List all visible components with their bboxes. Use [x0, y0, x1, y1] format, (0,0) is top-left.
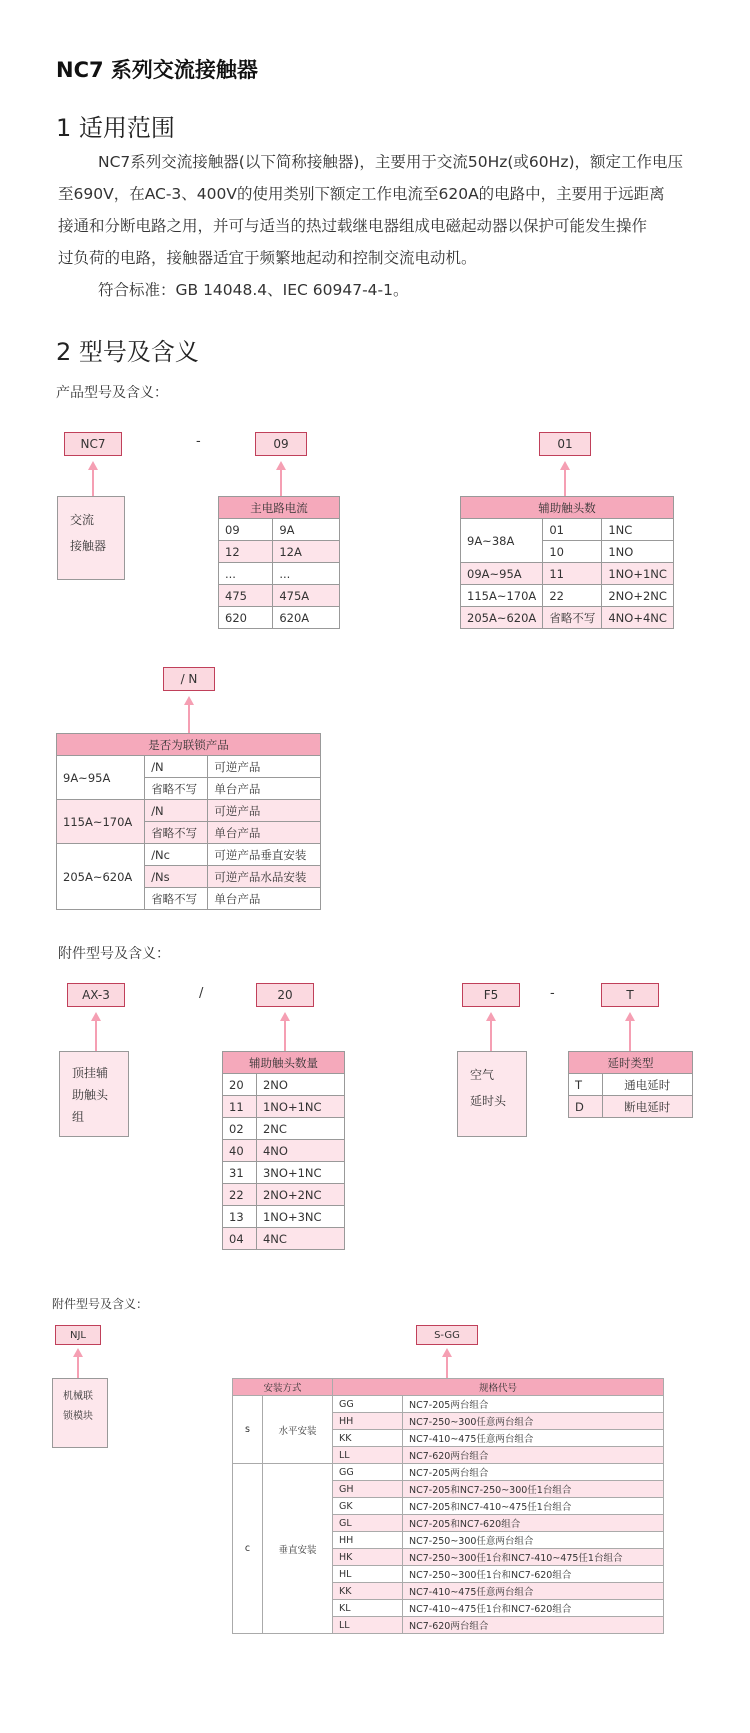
table-cell: 单台产品 [208, 888, 321, 910]
table-cell: 2NC [256, 1118, 344, 1140]
table-cell: 1NO+1NC [602, 563, 674, 585]
table-cell: 11 [543, 563, 602, 585]
table-cell: GL [333, 1515, 403, 1532]
para-line: 过负荷的电路，接触器适宜于频繁地起动和控制交流电动机。 [58, 249, 477, 267]
connector-line [564, 466, 566, 496]
table-cell: NC7-250~300任1台和NC7-620组合 [403, 1566, 664, 1583]
table-cell: GG [333, 1396, 403, 1413]
delay-type-table [568, 1051, 693, 1118]
table-cell: 22 [543, 585, 602, 607]
table-cell: NC7-205和NC7-250~300任1台组合 [403, 1481, 664, 1498]
table-cell: NC7-205和NC7-410~475任1台组合 [403, 1498, 664, 1515]
table-cell: 垂直安装 [263, 1464, 333, 1634]
desc-line: 顶挂辅 [72, 1066, 109, 1080]
aux-contacts-table [460, 496, 674, 629]
table-cell: 水平安装 [263, 1396, 333, 1464]
table-header: 主电路电流 [219, 497, 340, 519]
code-box-t: T [601, 983, 659, 1007]
arrow-up-icon [276, 461, 286, 470]
table-cell: HH [333, 1413, 403, 1430]
accessory-model-label-2: 附件型号及含义： [52, 1297, 149, 1311]
desc-box-f5 [457, 1051, 527, 1137]
table-cell: NC7-410~475任意两台组合 [403, 1430, 664, 1447]
table-cell: NC7-205和NC7-620组合 [403, 1515, 664, 1532]
table-cell: 12 [219, 541, 273, 563]
table-cell: HL [333, 1566, 403, 1583]
accessory-model-label: 附件型号及含义： [58, 946, 170, 962]
table-cell: NC7-250~300任1台和NC7-410~475任1台组合 [403, 1549, 664, 1566]
table-cell: 115A~170A [461, 585, 543, 607]
table-header: 是否为联锁产品 [57, 734, 321, 756]
arrow-up-icon [625, 1012, 635, 1021]
table-cell: HH [333, 1532, 403, 1549]
table-cell: 可逆产品垂直安装 [208, 844, 321, 866]
code-box-nc7: NC7 [64, 432, 122, 456]
table-cell: ... [273, 563, 340, 585]
table-cell: /Nc [145, 844, 208, 866]
desc-line: 助触头 [72, 1088, 109, 1102]
code-box-f5: F5 [462, 983, 520, 1007]
table-cell: GG [333, 1464, 403, 1481]
table-cell: 单台产品 [208, 778, 321, 800]
table-cell: 620 [219, 607, 273, 629]
desc-box-ax3 [59, 1051, 129, 1137]
table-cell: 2NO+2NC [602, 585, 674, 607]
table-cell: NC7-205两台组合 [403, 1464, 664, 1481]
desc-line: 延时头 [470, 1094, 507, 1108]
table-cell: c [233, 1464, 263, 1634]
table-cell: ... [219, 563, 273, 585]
table-cell: 省略不写 [145, 888, 208, 910]
arrow-up-icon [91, 1012, 101, 1021]
arrow-up-icon [88, 461, 98, 470]
connector-line [280, 466, 282, 496]
table-cell: 12A [273, 541, 340, 563]
table-cell: NC7-205两台组合 [403, 1396, 664, 1413]
arrow-up-icon [73, 1348, 83, 1357]
arrow-up-icon [280, 1012, 290, 1021]
desc-line: 接触器 [70, 539, 107, 553]
table-cell: 9A~38A [461, 519, 543, 563]
desc-box-nc7 [57, 496, 125, 580]
section-2-heading: 2 型号及含义 [56, 338, 199, 366]
desc-line: 组 [72, 1110, 85, 1124]
code-box-n: / N [163, 667, 215, 691]
table-cell: KK [333, 1430, 403, 1447]
para-line: NC7系列交流接触器(以下简称接触器)，主要用于交流50Hz(或60Hz)，额定工作电压 [98, 153, 683, 171]
arrow-up-icon [442, 1348, 452, 1357]
table-cell: 可逆产品 [208, 800, 321, 822]
section-1-paragraph [58, 146, 708, 306]
table-cell: 13 [223, 1206, 257, 1228]
table-cell: 11 [223, 1096, 257, 1118]
desc-line: 交流 [70, 513, 95, 527]
table-cell: 2NO [256, 1074, 344, 1096]
table-cell: NC7-620两台组合 [403, 1617, 664, 1634]
separator-slash: / [199, 986, 204, 1001]
table-cell: 205A~620A [461, 607, 543, 629]
spec-code-table [232, 1378, 664, 1634]
table-header: 延时类型 [569, 1052, 693, 1074]
table-cell: 20 [223, 1074, 257, 1096]
table-cell: 1NO [602, 541, 674, 563]
desc-box-njl [52, 1378, 108, 1448]
connector-line [629, 1017, 631, 1051]
page-title: NC7 系列交流接触器 [56, 58, 258, 82]
table-cell: LL [333, 1617, 403, 1634]
table-cell: 10 [543, 541, 602, 563]
table-cell: /N [145, 756, 208, 778]
table-cell: 1NO+3NC [256, 1206, 344, 1228]
connector-line [284, 1017, 286, 1051]
para-line: 接通和分断电路之用，并可与适当的热过载继电器组成电磁起动器以保护可能发生操作 [58, 217, 648, 235]
para-line: 至690V，在AC-3、400V的使用类别下额定工作电流至620A的电路中，主要用于远距离 [58, 185, 665, 203]
connector-line [95, 1017, 97, 1051]
table-cell: 省略不写 [145, 822, 208, 844]
table-cell: 620A [273, 607, 340, 629]
table-cell: 省略不写 [145, 778, 208, 800]
table-header: 辅助触头数 [461, 497, 674, 519]
code-box-sgg: S-GG [416, 1325, 478, 1345]
code-box-20: 20 [256, 983, 314, 1007]
product-model-label: 产品型号及含义： [56, 385, 168, 401]
table-cell: 单台产品 [208, 822, 321, 844]
table-cell: 1NO+1NC [256, 1096, 344, 1118]
table-cell: 断电延时 [602, 1096, 692, 1118]
separator-dash: - [550, 986, 555, 1001]
arrow-up-icon [486, 1012, 496, 1021]
table-cell: T [569, 1074, 603, 1096]
main-current-table [218, 496, 340, 629]
table-cell: 09A~95A [461, 563, 543, 585]
aux-quantity-table [222, 1051, 345, 1250]
table-cell: 9A~95A [57, 756, 145, 800]
arrow-up-icon [184, 696, 194, 705]
table-cell: LL [333, 1447, 403, 1464]
table-cell: 205A~620A [57, 844, 145, 910]
table-cell: 可逆产品 [208, 756, 321, 778]
standards-line: 符合标准：GB 14048.4、IEC 60947-4-1。 [98, 281, 409, 299]
table-cell: 3NO+1NC [256, 1162, 344, 1184]
connector-line [490, 1017, 492, 1051]
table-cell: 31 [223, 1162, 257, 1184]
table-cell: 115A~170A [57, 800, 145, 844]
desc-line: 机械联 [63, 1391, 93, 1402]
table-cell: 02 [223, 1118, 257, 1140]
table-cell: 通电延时 [602, 1074, 692, 1096]
table-cell: D [569, 1096, 603, 1118]
table-cell: 01 [543, 519, 602, 541]
connector-line [92, 466, 94, 496]
code-box-ax3: AX-3 [67, 983, 125, 1007]
table-header: 辅助触头数量 [223, 1052, 345, 1074]
table-cell: 475A [273, 585, 340, 607]
table-cell: NC7-250~300任意两台组合 [403, 1532, 664, 1549]
code-box-njl: NJL [55, 1325, 101, 1345]
connector-line [188, 701, 190, 733]
table-cell: NC7-410~475任1台和NC7-620组合 [403, 1600, 664, 1617]
table-cell: NC7-410~475任意两台组合 [403, 1583, 664, 1600]
table-cell: 省略不写 [543, 607, 602, 629]
table-cell: 可逆产品水品安装 [208, 866, 321, 888]
desc-line: 空气 [470, 1068, 495, 1082]
table-cell: /N [145, 800, 208, 822]
table-cell: 4NC [256, 1228, 344, 1250]
table-cell: GH [333, 1481, 403, 1498]
table-cell: HK [333, 1549, 403, 1566]
interlock-table [56, 733, 321, 910]
table-header: 安装方式 [233, 1379, 333, 1396]
table-header: 规格代号 [333, 1379, 664, 1396]
table-cell: GK [333, 1498, 403, 1515]
table-cell: /Ns [145, 866, 208, 888]
separator-dash: - [196, 434, 201, 449]
table-cell: 4NO [256, 1140, 344, 1162]
arrow-up-icon [560, 461, 570, 470]
section-1-heading: 1 适用范围 [56, 114, 175, 142]
table-cell: 475 [219, 585, 273, 607]
table-cell: s [233, 1396, 263, 1464]
table-cell: 9A [273, 519, 340, 541]
table-cell: NC7-620两台组合 [403, 1447, 664, 1464]
code-box-01: 01 [539, 432, 591, 456]
table-cell: 4NO+4NC [602, 607, 674, 629]
table-cell: KK [333, 1583, 403, 1600]
table-cell: 22 [223, 1184, 257, 1206]
desc-line: 锁模块 [63, 1411, 93, 1422]
table-cell: 2NO+2NC [256, 1184, 344, 1206]
table-cell: NC7-250~300任意两台组合 [403, 1413, 664, 1430]
table-cell: KL [333, 1600, 403, 1617]
table-cell: 09 [219, 519, 273, 541]
table-cell: 40 [223, 1140, 257, 1162]
table-cell: 04 [223, 1228, 257, 1250]
code-box-09: 09 [255, 432, 307, 456]
table-cell: 1NC [602, 519, 674, 541]
